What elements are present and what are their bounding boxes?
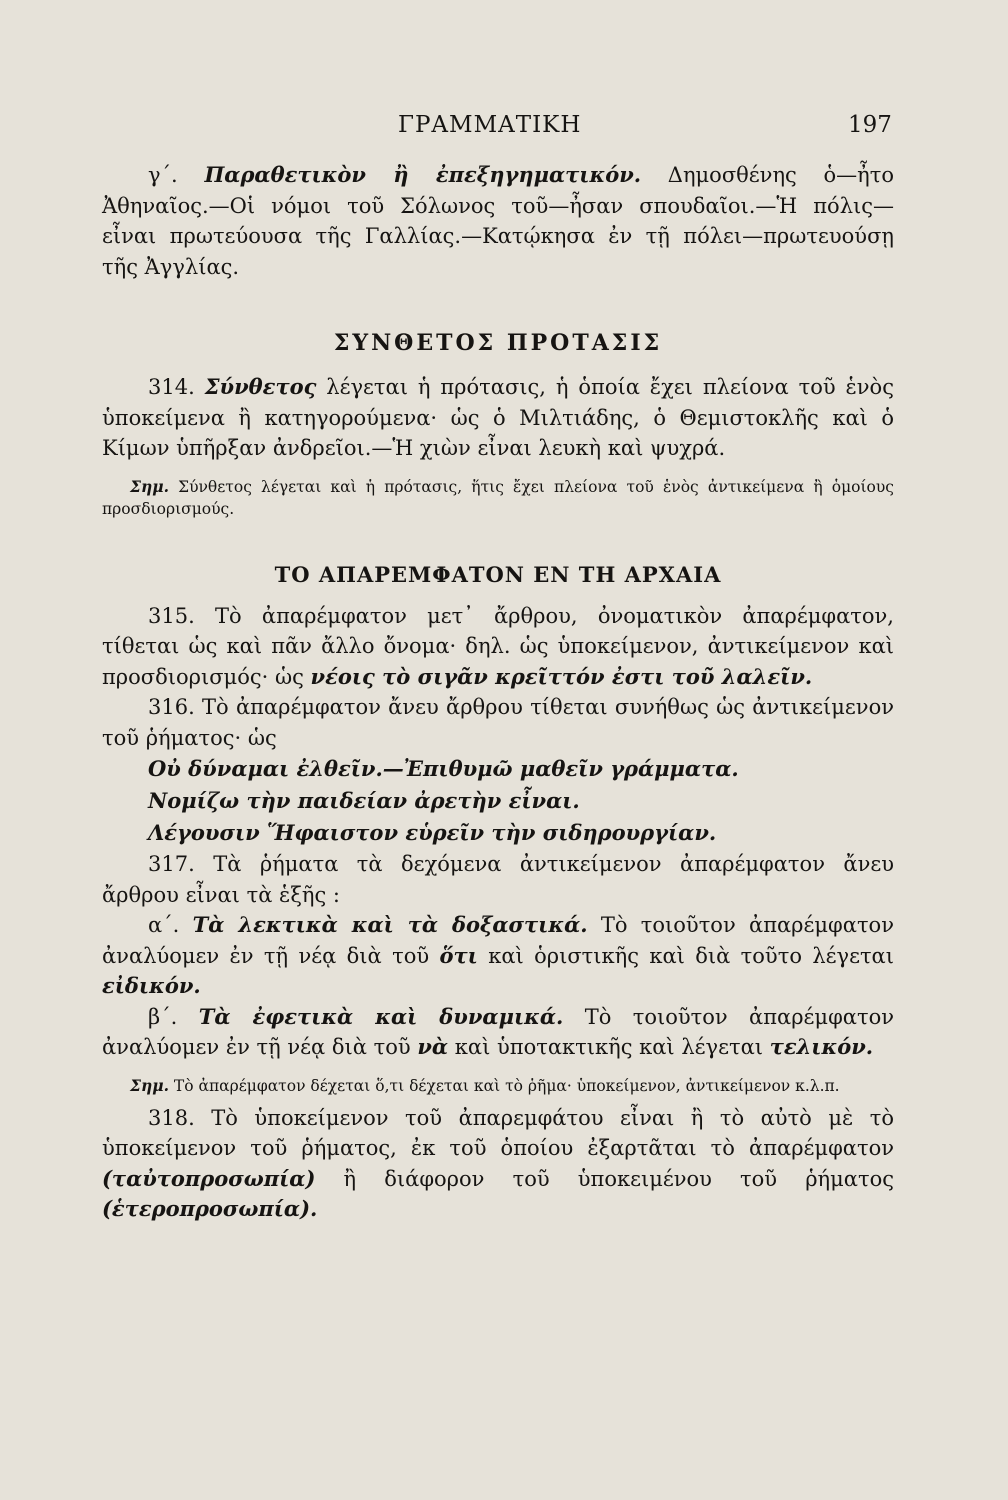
- note-compound: [102, 476, 894, 520]
- running-title: ΓΡΑΜΜΑΤΙΚΗ: [398, 112, 582, 138]
- section-318-text-2: ἢ διάφορον τοῦ ὑποκειμένου τοῦ ῥήματος: [343, 1166, 894, 1191]
- section-318-text-1: Τὸ ὑποκείμενον τοῦ ἀπαρεμφάτου εἶναι ἢ τὸ αὐτὸ μὲ τὸ ὑποκείμενον τοῦ ῥήματος, ἐκ τοῦ ὁποίου ἐξαρτᾶται τὸ ἀπαρέμφατον: [102, 1105, 894, 1160]
- subsection-alpha: [102, 910, 894, 1002]
- beta-na: νὰ: [417, 1034, 449, 1059]
- note-infinitive-text: Τὸ ἀπαρέμφατον δέχεται ὅ,τι δέχεται καὶ τὸ ῥῆμα· ὑποκείμενον, ἀντικείμενον κ.λ.π.: [173, 1076, 840, 1095]
- compound-clause-heading: ΣΥΝΘΕΤΟΣ ΠΡΟΤΑΣΙΣ: [333, 330, 663, 356]
- example-line: Λέγουσιν Ἥφαιστον εὑρεῖν τὴν σιδηρουργίαν.: [148, 820, 717, 845]
- paragraph-gamma: [102, 160, 894, 282]
- section-315-example: νέοις τὸ σιγᾶν κρεῖττόν ἐστι τοῦ λαλεῖν.: [310, 663, 813, 689]
- page-number: 197: [848, 112, 892, 138]
- gamma-term: Παραθετικὸν ἢ ἐπεξηγηματικόν.: [204, 162, 642, 187]
- note-compound-label: Σημ.: [130, 476, 169, 496]
- section-314: [102, 372, 894, 464]
- section-318: [102, 1103, 894, 1225]
- section-316-number: 316.: [148, 695, 195, 719]
- note-infinitive-label: Σημ.: [130, 1075, 169, 1095]
- page-header: [0, 112, 1008, 146]
- section-318-term-2: (ἑτεροπροσωπία).: [102, 1196, 318, 1221]
- section-315: [102, 601, 894, 693]
- section-314-number: 314.: [148, 375, 195, 399]
- section-317: [102, 849, 894, 910]
- gamma-text: Δημοσθένης ὁ—ἦτο Ἀθηναῖος.—Οἱ νόμοι τοῦ Σόλωνος τοῦ—ἦσαν σπουδαῖοι.—Ἡ πόλις— εἶναι πρωτεύουσα τῆς Γαλλίας.—Κατῴκησα ἐν τῇ πόλει—πρωτευούσῃ τῆς Ἀγγλίας.: [102, 163, 894, 279]
- alpha-text-1: Τὸ τοιοῦτον ἀπαρέμφατον ἀναλύομεν ἐν τῇ νέᾳ διὰ τοῦ: [102, 913, 894, 968]
- example-line: Οὐ δύναμαι ἐλθεῖν.—Ἐπιθυμῶ μαθεῖν γράμματα.: [148, 756, 739, 781]
- example-line: Νομίζω τὴν παιδείαν ἀρετὴν εἶναι.: [148, 788, 580, 813]
- subsection-beta: [102, 1002, 894, 1063]
- alpha-label: α΄.: [148, 913, 180, 937]
- beta-label: β΄.: [148, 1004, 178, 1029]
- section-315-text: Τὸ ἀπαρέμφατον μετ᾽ ἄρθρου, ὀνοματικὸν ἀπαρέμφατον, τίθεται ὡς καὶ πᾶν ἄλλο ὄνομα· δηλ. ὡς ὑποκείμενον, ἀντικείμενον καὶ προσδιορισμός· ὡς: [102, 603, 894, 689]
- alpha-text-2: καὶ ὁριστικῆς καὶ διὰ τοῦτο λέγεται: [488, 943, 894, 968]
- section-318-number: 318.: [148, 1105, 195, 1130]
- beta-text-1: Τὸ τοιοῦτον ἀπαρέμφατον ἀναλύομεν ἐν τῇ νέᾳ διὰ τοῦ: [102, 1004, 894, 1059]
- beta-text-2: καὶ ὑποτακτικῆς καὶ λέγεται: [454, 1035, 763, 1059]
- section-316: [102, 692, 894, 753]
- infinitive-heading: ΤΟ ΑΠΑΡΕΜΦΑΤΟΝ ΕΝ ΤΗ ΑΡΧΑΙΑ: [274, 561, 722, 587]
- alpha-name: εἰδικόν.: [102, 973, 201, 998]
- gamma-label: γ΄.: [148, 163, 178, 187]
- beta-name: τελικόν.: [769, 1034, 874, 1059]
- section-314-text: λέγεται ἡ πρότασις, ἡ ὁποία ἔχει πλείονα τοῦ ἑνὸς ὑποκείμενα ἢ κατηγορούμενα· ὡς ὁ Μιλτιάδης, ὁ Θεμιστοκλῆς καὶ ὁ Κίμων ὑπῆρξαν ἀνδρεῖοι.—Ἡ χιὼν εἶναι λευκὴ καὶ ψυχρά.: [102, 375, 894, 460]
- section-318-term-1: (ταὐτοπροσωπία): [102, 1165, 316, 1191]
- section-317-text: Τὰ ῥήματα τὰ δεχόμενα ἀντικείμενον ἀπαρέμφατον ἄνευ ἄρθρου εἶναι τὰ ἑξῆς :: [102, 852, 894, 907]
- section-314-term: Σύνθετος: [204, 374, 317, 399]
- alpha-oti: ὅτι: [439, 942, 478, 968]
- section-316-text: Τὸ ἀπαρέμφατον ἄνευ ἄρθρου τίθεται συνήθως ὡς ἀντικείμενον τοῦ ῥήματος· ὡς: [102, 695, 894, 750]
- note-infinitive: [102, 1075, 894, 1097]
- section-315-number: 315.: [148, 603, 195, 628]
- beta-term: Τὰ ἐφετικὰ καὶ δυναμικά.: [198, 1003, 564, 1029]
- section-317-number: 317.: [148, 852, 195, 876]
- alpha-term: Τὰ λεκτικὰ καὶ τὰ δοξαστικά.: [192, 912, 588, 937]
- page-body: [102, 160, 894, 1225]
- note-compound-text: Σύνθετος λέγεται καὶ ἡ πρότασις, ἥτις ἔχει πλείονα τοῦ ἑνὸς ἀντικείμενα ἢ ὁμοίους προσδιορισμούς.: [102, 477, 894, 518]
